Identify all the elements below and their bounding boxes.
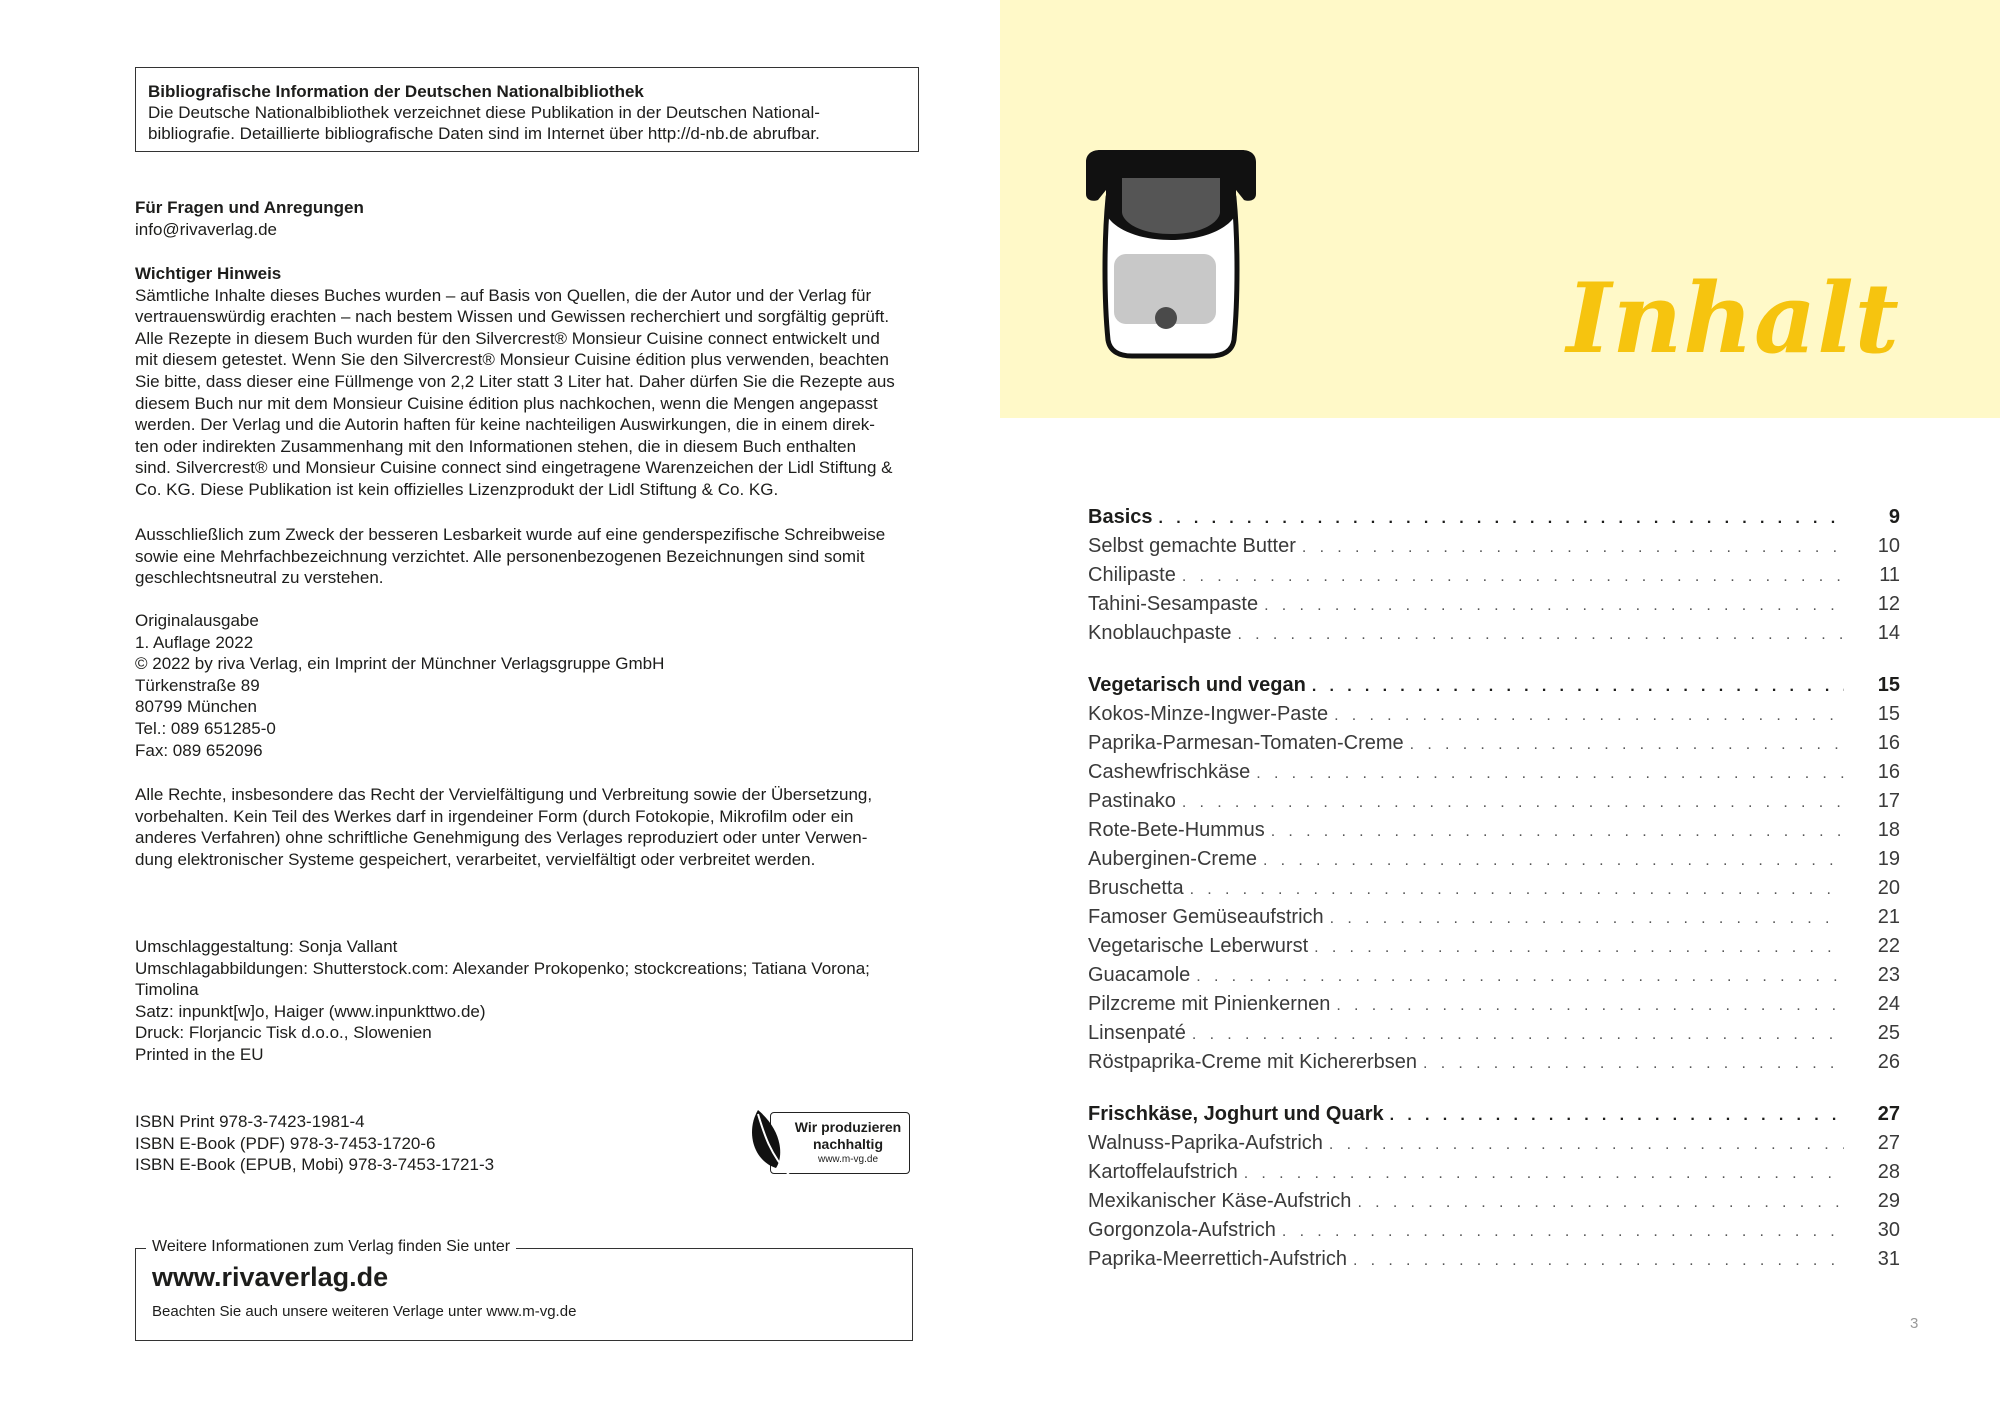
- toc-entry-title: Paprika-Meerrettich-Aufstrich: [1088, 1248, 1347, 1270]
- toc-page-number: 10: [1877, 535, 1900, 557]
- text-line: Tel.: 089 651285-0: [135, 718, 276, 738]
- text-line: Umschlagabbildungen: Shutterstock.com: Alexander Prokopenko; stockcreations; Tatiana Vorona;: [135, 958, 870, 978]
- toc-page-number: 29: [1877, 1190, 1900, 1212]
- toc-entry-title: Knoblauchpaste: [1088, 622, 1232, 644]
- toc-section-title: Basics: [1088, 506, 1153, 528]
- dot-leader: [1196, 962, 1844, 991]
- dot-leader: [1423, 1049, 1844, 1078]
- toc-page-number: 23: [1877, 964, 1900, 986]
- toc-entry-title: Guacamole: [1088, 964, 1191, 986]
- toc-entry[interactable]: [1088, 816, 1900, 845]
- toc-entry[interactable]: [1088, 619, 1900, 648]
- toc-entry-title: Famoser Gemüseaufstrich: [1088, 906, 1324, 928]
- toc-entry-title: Kartoffelaufstrich: [1088, 1161, 1238, 1183]
- toc-page-number: 26: [1877, 1051, 1900, 1073]
- text-line: sowie eine Mehrfachbezeichnung verzichtet. Alle personenbezogenen Bezeichnungen sind somit: [135, 546, 865, 566]
- toc-page-number: 18: [1877, 819, 1900, 841]
- text-line: 1. Auflage 2022: [135, 632, 254, 652]
- dot-leader: [1312, 672, 1844, 701]
- more-publishers: Beachten Sie auch unsere weiteren Verlage unter www.m-vg.de: [152, 1303, 577, 1320]
- text-line: 80799 München: [135, 697, 257, 717]
- toc-entry[interactable]: [1088, 787, 1900, 816]
- info-caption: Weitere Informationen zum Verlag finden Sie unter: [146, 1237, 516, 1257]
- toc-section-title: Frischkäse, Joghurt und Quark: [1088, 1103, 1384, 1125]
- toc-page-number: 16: [1877, 732, 1900, 754]
- toc-entry-title: Chilipaste: [1088, 564, 1176, 586]
- text-line: diesem Buch nur mit dem Monsieur Cuisine édition plus nachkochen, wenn die Mengen angepasst: [135, 393, 878, 413]
- toc-entry-title: Linsenpaté: [1088, 1022, 1186, 1044]
- toc-page-number: 24: [1877, 993, 1900, 1015]
- dot-leader: [1182, 788, 1844, 817]
- text-line: bibliografie. Detaillierte bibliografische Daten sind im Internet über http://d-nb.de abrufbar.: [148, 124, 820, 143]
- notice-title: Wichtiger Hinweis: [135, 264, 282, 283]
- toc-entry-title: Mexikanischer Käse-Aufstrich: [1088, 1190, 1352, 1212]
- text-line: dung elektronischer Systeme gespeichert, verarbeitet, vervielfältigt oder verbreitet werden.: [135, 849, 816, 869]
- text-line: ISBN E-Book (EPUB, Mobi) 978-3-7453-1721-3: [135, 1155, 495, 1175]
- dot-leader: [1256, 759, 1844, 788]
- toc-entry-title: Selbst gemachte Butter: [1088, 535, 1296, 557]
- toc-entry[interactable]: [1088, 903, 1900, 932]
- dot-leader: [1244, 1159, 1844, 1188]
- toc-entry-title: Pilzcreme mit Pinienkernen: [1088, 993, 1331, 1015]
- toc-entry[interactable]: [1088, 874, 1900, 903]
- text-line: Umschlaggestaltung: Sonja Vallant: [135, 937, 398, 956]
- dot-leader: [1330, 904, 1844, 933]
- publisher-info-box: [135, 1238, 913, 1341]
- text-line: Satz: inpunkt[w]o, Haiger (www.inpunkttwo.de): [135, 1001, 486, 1021]
- text-line: Türkenstraße 89: [135, 675, 260, 695]
- toc-entry-title: Röstpaprika-Creme mit Kichererbsen: [1088, 1051, 1418, 1073]
- seal-line: Wir produzieren: [794, 1119, 902, 1135]
- sustainability-seal: [750, 1108, 910, 1178]
- toc-entry-title: Paprika-Parmesan-Tomaten-Creme: [1088, 732, 1404, 754]
- toc-entry-title: Pastinako: [1088, 790, 1176, 812]
- toc-section-heading[interactable]: [1088, 671, 1900, 700]
- toc-page-number: 11: [1879, 564, 1900, 586]
- toc-entry[interactable]: [1088, 758, 1900, 787]
- toc-entry[interactable]: [1088, 590, 1900, 619]
- toc-entry[interactable]: [1088, 845, 1900, 874]
- toc-page-number: 12: [1877, 593, 1900, 615]
- rights-block: [135, 784, 915, 870]
- text-line: mit diesem getestet. Wenn Sie den Silvercrest® Monsieur Cuisine édition plus verwenden, beachten: [135, 350, 889, 370]
- biblio-info-box: [135, 67, 919, 152]
- toc-section: [1088, 1100, 1900, 1274]
- text-line: Sämtliche Inhalte dieses Buches wurden – auf Basis von Quellen, die der Autor und der Verlag für: [135, 285, 872, 305]
- toc-section-heading[interactable]: [1088, 503, 1900, 532]
- toc-section: [1088, 503, 1900, 648]
- toc-entry[interactable]: [1088, 1216, 1900, 1245]
- toc-entry-title: Rote-Bete-Hummus: [1088, 819, 1265, 841]
- toc-section-heading[interactable]: [1088, 1100, 1900, 1129]
- page-number: 3: [1910, 1315, 1919, 1332]
- toc-page-number: 27: [1877, 1103, 1900, 1125]
- imprint-block: [135, 610, 915, 761]
- toc-entry-title: Bruschetta: [1088, 877, 1184, 899]
- dot-leader: [1192, 1020, 1844, 1049]
- contact-email[interactable]: info@rivaverlag.de: [135, 219, 277, 239]
- text-line: ISBN E-Book (PDF) 978-3-7453-1720-6: [135, 1133, 436, 1153]
- text-line: Druck: Florjancic Tisk d.o.o., Slowenien: [135, 1023, 432, 1043]
- text-line: geschlechtsneutral zu verstehen.: [135, 568, 384, 588]
- questions-title: Für Fragen und Anregungen: [135, 198, 364, 217]
- right-page: [1000, 0, 2000, 1411]
- toc-page-number: 14: [1877, 622, 1900, 644]
- toc-entry-title: Cashewfrischkäse: [1088, 761, 1251, 783]
- toc-entry-title: Gorgonzola-Aufstrich: [1088, 1219, 1276, 1241]
- dot-leader: [1314, 933, 1844, 962]
- dot-leader: [1190, 875, 1844, 904]
- dot-leader: [1237, 620, 1844, 649]
- dot-leader: [1390, 1101, 1844, 1130]
- dot-leader: [1336, 991, 1844, 1020]
- text-line: Alle Rechte, insbesondere das Recht der Vervielfältigung und Verbreitung sowie der Übersetzung,: [135, 785, 873, 804]
- toc-entry-title: Walnuss-Paprika-Aufstrich: [1088, 1132, 1323, 1154]
- toc-entry[interactable]: [1088, 729, 1900, 758]
- text-line: Fax: 089 652096: [135, 740, 263, 760]
- toc-page-number: 9: [1888, 506, 1900, 528]
- toc-entry[interactable]: [1088, 700, 1900, 729]
- toc-page-number: 19: [1877, 848, 1900, 870]
- toc-entry[interactable]: [1088, 1129, 1900, 1158]
- text-line: Alle Rezepte in diesem Buch wurden für den Silvercrest® Monsieur Cuisine connect entwickelt und: [135, 328, 880, 348]
- dot-leader: [1271, 817, 1844, 846]
- text-line: ten oder indirekten Zusammenhang mit den Informationen stehen, die in diesem Buch enthalten: [135, 436, 857, 456]
- seal-text: [786, 1119, 910, 1166]
- toc-page-number: 16: [1877, 761, 1900, 783]
- text-line: Sie bitte, dass dieser eine Füllmenge von 2,2 Liter statt 3 Liter hat. Daher dürfen Sie die Rezepte aus: [135, 371, 895, 391]
- toc-entry[interactable]: [1088, 1245, 1900, 1274]
- text-line: Printed in the EU: [135, 1044, 264, 1064]
- toc-page-number: 30: [1877, 1219, 1900, 1241]
- dot-leader: [1357, 1188, 1844, 1217]
- dot-leader: [1159, 504, 1845, 533]
- dot-leader: [1282, 1217, 1844, 1246]
- toc-entry[interactable]: [1088, 932, 1900, 961]
- questions-block: [135, 197, 915, 240]
- toc-entry[interactable]: [1088, 532, 1900, 561]
- toc-page-number: 25: [1877, 1022, 1900, 1044]
- dot-leader: [1182, 562, 1844, 591]
- dot-leader: [1410, 730, 1844, 759]
- credits-block: [135, 936, 915, 1066]
- toc-entry[interactable]: [1088, 561, 1900, 590]
- dot-leader: [1263, 846, 1844, 875]
- text-line: © 2022 by riva Verlag, ein Imprint der Münchner Verlagsgruppe GmbH: [135, 654, 665, 674]
- notice-block: [135, 263, 915, 501]
- toc-page-number: 31: [1877, 1248, 1900, 1270]
- text-line: Originalausgabe: [135, 611, 259, 630]
- toc-section: [1088, 671, 1900, 1077]
- dot-leader: [1302, 533, 1844, 562]
- text-line: vertrauenswürdig erachten – nach bestem Wissen und Gewissen recherchiert und sorgfältig geprüft.: [135, 307, 890, 327]
- dot-leader: [1329, 1130, 1844, 1159]
- gender-note-block: [135, 524, 915, 589]
- toc-entry[interactable]: [1088, 990, 1900, 1019]
- toc-page-number: 28: [1877, 1161, 1900, 1183]
- seal-line: nachhaltig: [812, 1136, 883, 1152]
- text-line: anderes Verfahren) ohne schriftliche Genehmigung des Verlages reproduziert oder unter Verwen-: [135, 828, 868, 848]
- toc-page-number: 22: [1877, 935, 1900, 957]
- toc-page-number: 15: [1877, 674, 1900, 696]
- text-line: vorbehalten. Kein Teil des Werkes darf in irgendeiner Form (durch Fotokopie, Mikrofilm oder ein: [135, 806, 854, 826]
- text-line: ISBN Print 978-3-7423-1981-4: [135, 1112, 365, 1131]
- text-line: Co. KG. Diese Publikation ist kein offizielles Lizenzprodukt der Lidl Stiftung & Co. KG.: [135, 479, 779, 499]
- seal-url: www.m-vg.de: [817, 1154, 878, 1165]
- dot-leader: [1264, 591, 1844, 620]
- biblio-title: Bibliografische Information der Deutschen Nationalbibliothek: [148, 82, 644, 101]
- toc-entry-title: Vegetarische Leberwurst: [1088, 935, 1309, 957]
- publisher-url[interactable]: www.rivaverlag.de: [152, 1262, 389, 1292]
- text-line: Ausschließlich zum Zweck der besseren Lesbarkeit wurde auf eine genderspezifische Schreibweise: [135, 525, 886, 544]
- toc-entry[interactable]: [1088, 1048, 1900, 1077]
- text-line: sind. Silvercrest® und Monsieur Cuisine connect sind eingetragene Warenzeichen der Lidl Stiftung &: [135, 458, 893, 478]
- toc-entry-title: Tahini-Sesampaste: [1088, 593, 1259, 615]
- text-line: werden. Der Verlag und die Autorin haften für keine nachteiligen Auswirkungen, die in einem direk-: [135, 415, 875, 435]
- toc-entry-title: Kokos-Minze-Ingwer-Paste: [1088, 703, 1329, 725]
- toc-entry[interactable]: [1088, 1187, 1900, 1216]
- toc-entry[interactable]: [1088, 1019, 1900, 1048]
- toc-page-number: 20: [1877, 877, 1900, 899]
- table-of-contents: [1088, 503, 1900, 1297]
- text-line: Die Deutsche Nationalbibliothek verzeichnet diese Publikation in der Deutschen National-: [148, 103, 820, 122]
- toc-section-title: Vegetarisch und vegan: [1088, 674, 1306, 696]
- toc-page-number: 27: [1877, 1132, 1900, 1154]
- toc-page-number: 15: [1877, 703, 1900, 725]
- toc-entry-title: Auberginen-Creme: [1088, 848, 1257, 870]
- toc-page-number: 21: [1877, 906, 1900, 928]
- dot-leader: [1334, 701, 1844, 730]
- toc-entry[interactable]: [1088, 1158, 1900, 1187]
- toc-entry[interactable]: [1088, 961, 1900, 990]
- page-title: Inhalt: [1566, 262, 1900, 375]
- kitchen-machine-icon: [1086, 150, 1256, 360]
- text-line: Timolina: [135, 980, 199, 1000]
- toc-page-number: 17: [1877, 790, 1900, 812]
- dot-leader: [1353, 1246, 1844, 1275]
